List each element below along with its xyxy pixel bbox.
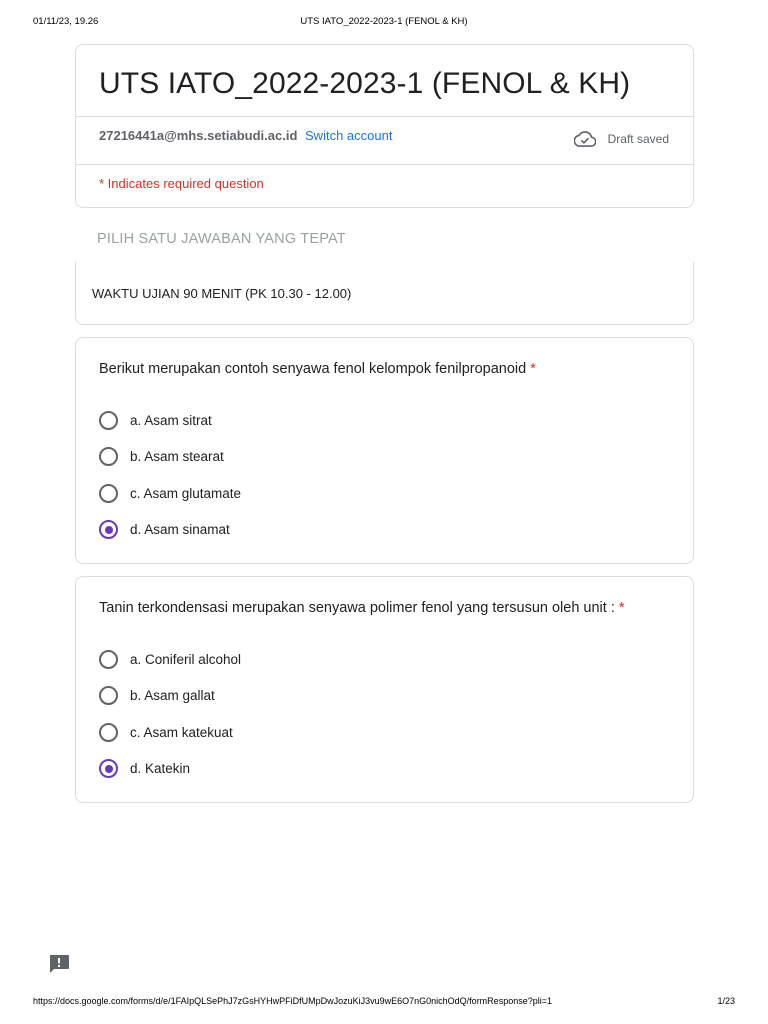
option-label: a. Coniferil alcohol [130,651,242,667]
account-email: 27216441a@mhs.setiabudi.ac.id [99,128,298,143]
question-text: Tanin terkondensasi merupakan senyawa polimer fenol yang tersusun oleh unit : [99,600,615,616]
radio-option[interactable] [99,402,241,439]
required-note: * Indicates required question [99,176,264,191]
cloud-check-icon [574,131,596,147]
radio-button[interactable] [99,411,118,430]
account-row [99,128,392,143]
radio-button[interactable] [99,650,118,669]
print-url: https://docs.google.com/forms/d/e/1FAIpQLSePhJ7zGsHYHwPFiDfUMpDwJozuKiJ3vu9wE6O7nG0nichOdQ/formResponse?pli=1 [33,996,552,1006]
required-asterisk: * [618,600,625,616]
section-description-card [75,262,694,325]
radio-option[interactable] [99,512,241,549]
draft-status [574,131,669,147]
page-number: 1/23 [717,996,735,1006]
section-description: WAKTU UJIAN 90 MENIT (PK 10.30 - 12.00) [92,286,352,301]
option-label: c. Asam glutamate [130,485,242,501]
radio-button[interactable] [99,484,118,503]
question-title [99,361,536,377]
question-text: Berikut merupakan contoh senyawa fenol kelompok fenilpropanoid [99,361,527,377]
radio-button[interactable] [99,723,118,742]
option-label: b. Asam stearat [130,449,224,465]
question-card-1 [75,337,694,564]
feedback-icon[interactable] [48,954,70,974]
question-card-2 [75,576,694,803]
radio-option[interactable] [99,714,241,751]
radio-group [99,402,241,548]
radio-group [99,641,241,787]
option-label: c. Asam katekuat [130,724,233,740]
radio-option[interactable] [99,641,241,678]
draft-status-text: Draft saved [607,132,669,146]
form-title: UTS IATO_2022-2023-1 (FENOL & KH) [99,67,631,100]
radio-button[interactable] [99,759,118,778]
option-label: a. Asam sitrat [130,412,212,428]
divider [76,164,693,165]
option-label: d. Asam sinamat [130,522,230,538]
divider [76,116,693,117]
option-label: d. Katekin [130,761,191,777]
print-date: 01/11/23, 19.26 [33,16,99,27]
switch-account-link[interactable]: Switch account [305,128,393,143]
radio-button[interactable] [99,686,118,705]
section-label: PILIH SATU JAWABAN YANG TEPAT [97,231,346,247]
radio-button[interactable] [99,447,118,466]
question-title [99,600,625,616]
form-header-card [75,44,694,208]
radio-option[interactable] [99,678,241,715]
radio-option[interactable] [99,475,241,512]
required-asterisk: * [530,361,536,377]
radio-option[interactable] [99,439,241,476]
option-label: b. Asam gallat [130,688,215,704]
print-title: UTS IATO_2022-2023-1 (FENOL & KH) [300,16,468,27]
radio-button[interactable] [99,520,118,539]
radio-option[interactable] [99,751,241,788]
